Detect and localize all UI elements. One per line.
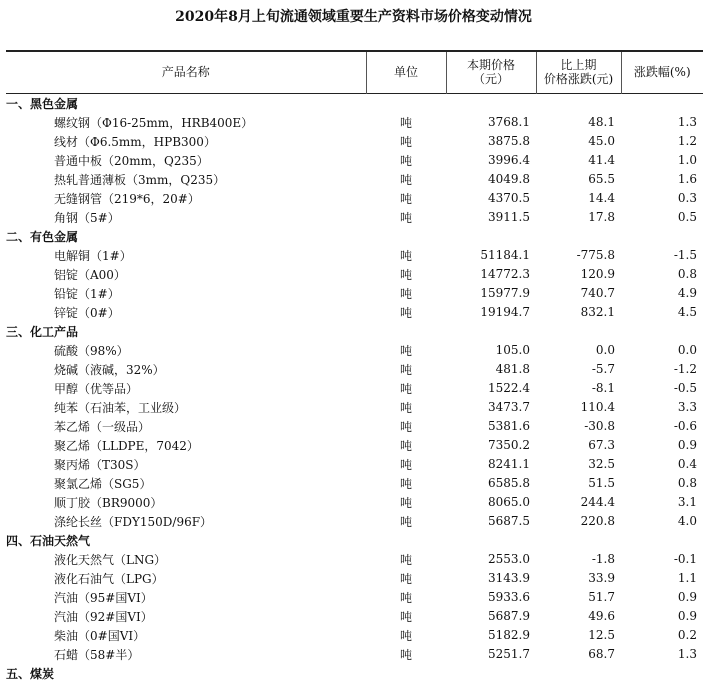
price-cell: 8065.0 (488, 495, 530, 509)
price-cell: 5933.6 (488, 590, 530, 604)
change-cell: 14.4 (588, 191, 615, 205)
unit-cell: 吨 (399, 115, 412, 130)
change-cell: 41.4 (588, 153, 615, 167)
unit-cell: 吨 (399, 191, 412, 206)
product-name-cell: 螺纹钢（Φ16-25mm，HRB400E） (54, 115, 254, 130)
product-name-cell: 顺丁胶（BR9000） (54, 495, 163, 510)
table-body (6, 93, 703, 683)
table-row (6, 360, 703, 379)
percent-cell: 0.9 (677, 590, 697, 604)
table-row (6, 151, 703, 170)
price-cell: 5687.9 (488, 609, 530, 623)
table-row (6, 588, 703, 607)
percent-cell: -0.5 (673, 381, 697, 395)
change-cell: 0.0 (595, 343, 615, 357)
category-row (6, 531, 703, 550)
table-row (6, 208, 703, 227)
table-row (6, 265, 703, 284)
table-row (6, 246, 703, 265)
percent-cell: 1.3 (677, 115, 697, 129)
product-name-cell: 热轧普通薄板（3mm，Q235） (54, 172, 226, 187)
table-row (6, 398, 703, 417)
price-cell: 4049.8 (488, 172, 530, 186)
unit-cell: 吨 (399, 609, 412, 624)
change-cell: -1.8 (591, 552, 615, 566)
percent-cell: 4.9 (677, 286, 697, 300)
product-name-cell: 甲醇（优等品） (54, 381, 139, 396)
header-change-line1: 比上期 (560, 58, 597, 73)
percent-cell: 4.0 (677, 514, 697, 528)
unit-cell: 吨 (399, 248, 412, 263)
price-cell: 481.8 (495, 362, 530, 376)
table-row (6, 284, 703, 303)
price-cell: 5251.7 (488, 647, 530, 661)
unit-cell: 吨 (399, 305, 412, 320)
category-name: 五、煤炭 (6, 666, 55, 681)
change-cell: 65.5 (588, 172, 615, 186)
unit-cell: 吨 (399, 172, 412, 187)
table-row (6, 113, 703, 132)
header-product-name: 产品名称 (161, 65, 210, 80)
percent-cell: 1.0 (677, 153, 697, 167)
unit-cell: 吨 (399, 476, 412, 491)
product-name-cell: 角钢（5#） (54, 210, 120, 225)
unit-cell: 吨 (399, 381, 412, 396)
category-row (6, 93, 703, 113)
product-name-cell: 普通中板（20mm，Q235） (54, 153, 209, 168)
unit-cell: 吨 (399, 400, 412, 415)
change-cell: 45.0 (588, 134, 615, 148)
percent-cell: 1.3 (677, 647, 697, 661)
table-row (6, 493, 703, 512)
header-percent: 涨跌幅(%) (621, 51, 703, 93)
percent-cell: 0.3 (677, 191, 697, 205)
price-cell: 5182.9 (488, 628, 530, 642)
table-row (6, 512, 703, 531)
price-cell: 3768.1 (488, 115, 530, 129)
unit-cell: 吨 (399, 552, 412, 567)
unit-cell: 吨 (399, 571, 412, 586)
price-table (6, 50, 703, 683)
unit-cell: 吨 (399, 134, 412, 149)
product-name-cell: 烧碱（液碱，32%） (54, 362, 165, 377)
price-cell: 7350.2 (488, 438, 530, 452)
percent-cell: 0.4 (677, 457, 697, 471)
change-cell: 110.4 (580, 400, 615, 414)
table-row (6, 550, 703, 569)
percent-cell: 1.6 (677, 172, 697, 186)
change-cell: 51.7 (588, 590, 615, 604)
product-name-cell: 锌锭（0#） (54, 305, 120, 320)
product-name-cell: 液化石油气（LPG） (54, 571, 164, 586)
price-cell: 5381.6 (488, 419, 530, 433)
table-header (6, 51, 703, 93)
table-row (6, 189, 703, 208)
table-row (6, 170, 703, 189)
table-row (6, 436, 703, 455)
product-name-cell: 铅锭（1#） (54, 286, 120, 301)
price-cell: 3911.5 (488, 210, 530, 224)
category-row (6, 227, 703, 246)
product-name-cell: 石蜡（58#半） (54, 647, 140, 662)
unit-cell: 吨 (399, 343, 412, 358)
unit-cell: 吨 (399, 438, 412, 453)
change-cell: 832.1 (580, 305, 615, 319)
change-cell: 12.5 (588, 628, 615, 642)
percent-cell: 0.2 (677, 628, 697, 642)
price-cell: 8241.1 (488, 457, 530, 471)
unit-cell: 吨 (399, 153, 412, 168)
price-cell: 15977.9 (480, 286, 530, 300)
product-name-cell: 聚乙烯（LLDPE，7042） (54, 438, 199, 453)
product-name-cell: 电解铜（1#） (54, 248, 132, 263)
change-cell: -30.8 (584, 419, 615, 433)
price-cell: 51184.1 (480, 248, 530, 262)
header-price-line1: 本期价格 (466, 58, 515, 73)
table-row (6, 569, 703, 588)
price-cell: 14772.3 (480, 267, 530, 281)
product-name-cell: 硫酸（98%） (54, 343, 129, 358)
change-cell: 33.9 (588, 571, 615, 585)
percent-cell: 0.5 (677, 210, 697, 224)
change-cell: 220.8 (580, 514, 615, 528)
price-cell: 105.0 (495, 343, 530, 357)
percent-cell: -1.2 (673, 362, 697, 376)
unit-cell: 吨 (399, 590, 412, 605)
price-cell: 3473.7 (488, 400, 530, 414)
percent-cell: -1.5 (673, 248, 697, 262)
percent-cell: 0.0 (677, 343, 697, 357)
product-name-cell: 聚氯乙烯（SG5） (54, 476, 152, 491)
unit-cell: 吨 (399, 286, 412, 301)
table-row (6, 132, 703, 151)
percent-cell: 1.1 (677, 571, 697, 585)
percent-cell: 0.8 (677, 476, 697, 490)
product-name-cell: 液化天然气（LNG） (54, 552, 167, 567)
percent-cell: 3.1 (677, 495, 697, 509)
change-cell: 32.5 (588, 457, 615, 471)
change-cell: 68.7 (588, 647, 615, 661)
change-cell: -8.1 (591, 381, 615, 395)
product-name-cell: 铝锭（A00） (54, 267, 126, 282)
percent-cell: -0.6 (673, 419, 697, 433)
unit-cell: 吨 (399, 628, 412, 643)
table-row (6, 626, 703, 645)
percent-cell: -0.1 (673, 552, 697, 566)
change-cell: 48.1 (588, 115, 615, 129)
change-cell: 51.5 (588, 476, 615, 490)
price-cell: 3996.4 (488, 153, 530, 167)
change-cell: 244.4 (580, 495, 615, 509)
product-name-cell: 线材（Φ6.5mm，HPB300） (54, 134, 216, 149)
table-row (6, 417, 703, 436)
header-change-line2: 价格涨跌(元) (543, 72, 614, 87)
category-row (6, 322, 703, 341)
price-cell: 4370.5 (488, 191, 530, 205)
table-row (6, 379, 703, 398)
table-row (6, 455, 703, 474)
unit-cell: 吨 (399, 362, 412, 377)
change-cell: 120.9 (580, 267, 615, 281)
percent-cell: 0.8 (677, 267, 697, 281)
price-cell: 3875.8 (488, 134, 530, 148)
percent-cell: 1.2 (677, 134, 697, 148)
percent-cell: 4.5 (677, 305, 697, 319)
unit-cell: 吨 (399, 457, 412, 472)
unit-cell: 吨 (399, 514, 412, 529)
change-cell: -5.7 (591, 362, 615, 376)
header-change (536, 51, 621, 93)
page-title: 2020年8月上旬流通领域重要生产资料市场价格变动情况 (175, 9, 532, 25)
category-name: 二、有色金属 (6, 229, 79, 244)
price-cell: 2553.0 (488, 552, 530, 566)
header-unit: 单位 (366, 51, 446, 93)
table-row (6, 341, 703, 360)
unit-cell: 吨 (399, 495, 412, 510)
price-cell: 5687.5 (488, 514, 530, 528)
price-cell: 6585.8 (488, 476, 530, 490)
category-name: 一、黑色金属 (6, 96, 79, 111)
change-cell: 17.8 (588, 210, 615, 224)
product-name-cell: 无缝钢管（219*6，20#） (54, 191, 200, 206)
table-row (6, 474, 703, 493)
header-price (446, 51, 536, 93)
price-cell: 3143.9 (488, 571, 530, 585)
price-cell: 1522.4 (488, 381, 530, 395)
table-row (6, 607, 703, 626)
category-name: 三、化工产品 (6, 324, 79, 339)
product-name-cell: 柴油（0#国VI） (54, 628, 146, 643)
product-name-cell: 苯乙烯（一级品） (54, 419, 151, 434)
header-price-line2: （元） (472, 72, 509, 87)
product-name-cell: 汽油（95#国VI） (54, 590, 153, 605)
unit-cell: 吨 (399, 210, 412, 225)
change-cell: 49.6 (588, 609, 615, 623)
category-name: 四、石油天然气 (6, 533, 91, 548)
percent-cell: 0.9 (677, 438, 697, 452)
change-cell: 740.7 (580, 286, 615, 300)
percent-cell: 0.9 (677, 609, 697, 623)
table-row (6, 645, 703, 664)
change-cell: 67.3 (588, 438, 615, 452)
change-cell: -775.8 (576, 248, 615, 262)
unit-cell: 吨 (399, 419, 412, 434)
product-name-cell: 聚丙烯（T30S） (54, 457, 146, 472)
percent-cell: 3.3 (677, 400, 697, 414)
table-row (6, 303, 703, 322)
unit-cell: 吨 (399, 267, 412, 282)
price-cell: 19194.7 (480, 305, 530, 319)
product-name-cell: 纯苯（石油苯，工业级） (54, 400, 187, 415)
category-row (6, 664, 703, 683)
unit-cell: 吨 (399, 647, 412, 662)
product-name-cell: 涤纶长丝（FDY150D/96F） (54, 514, 213, 529)
product-name-cell: 汽油（92#国VI） (54, 609, 153, 624)
